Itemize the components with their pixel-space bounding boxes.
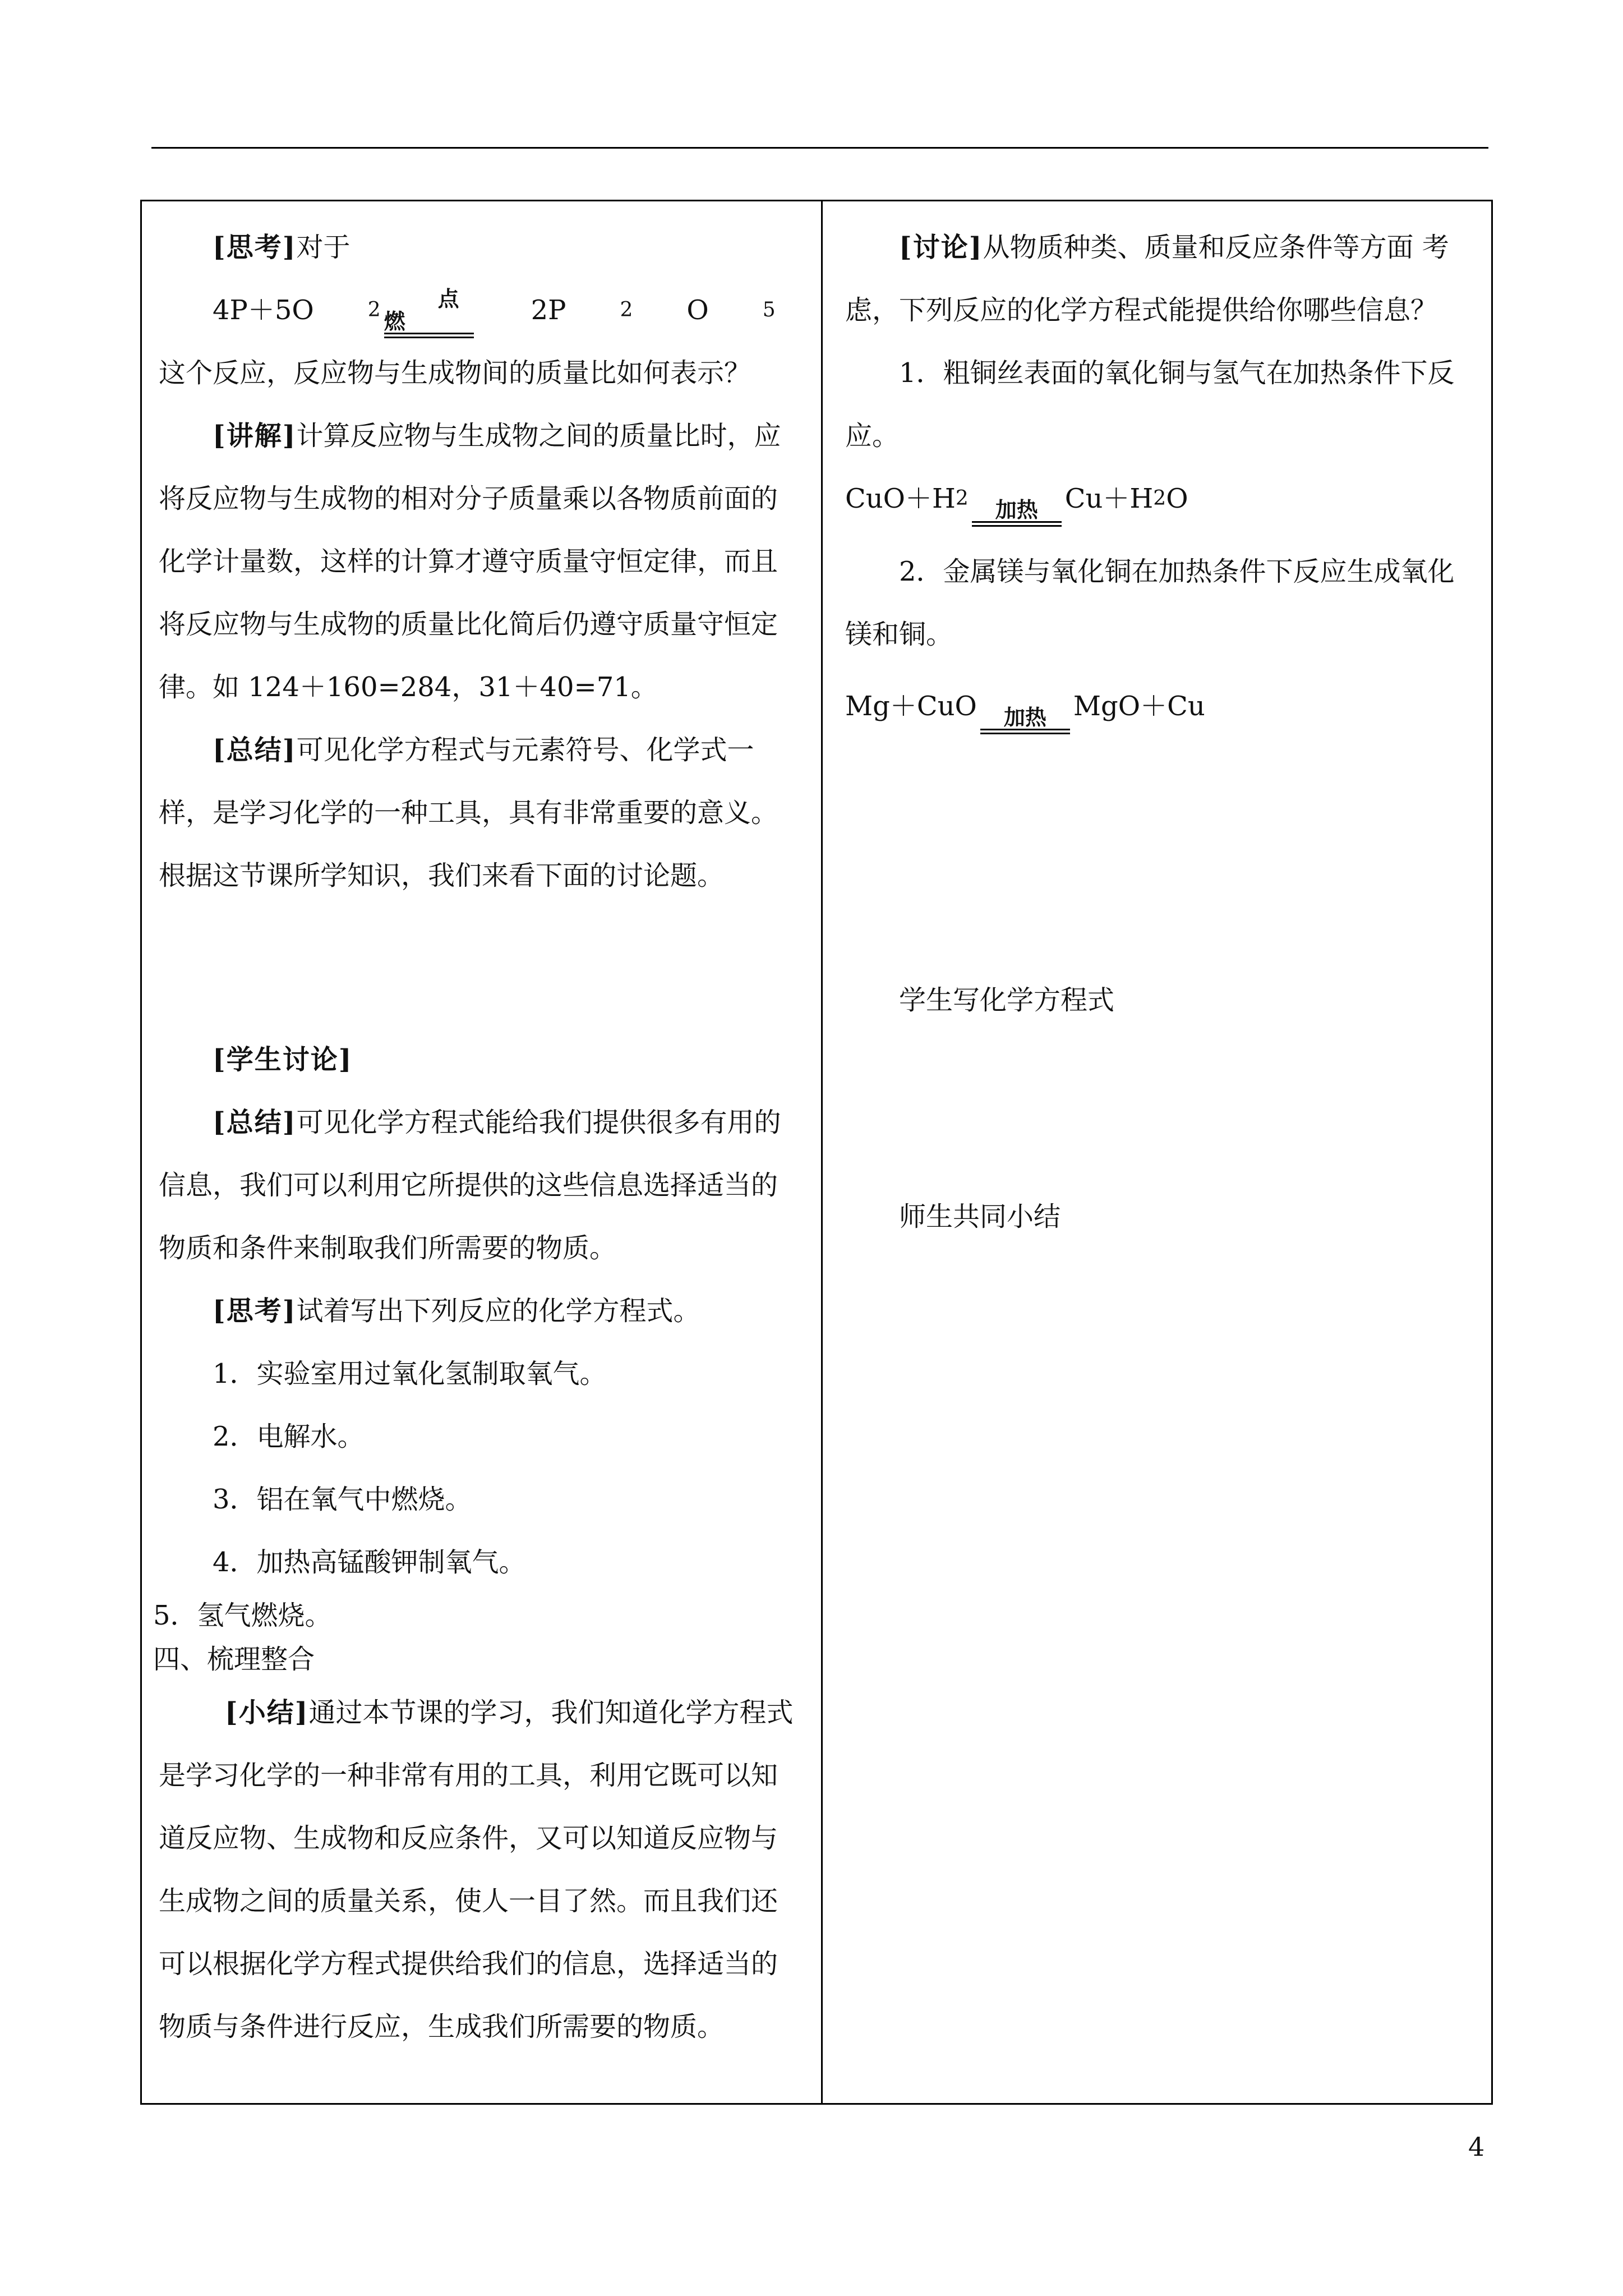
list-item: 3．铝在氧气中燃烧。 [213, 1484, 472, 1515]
list-item: 2．电解水。 [213, 1421, 365, 1452]
teacher-summary-note: 师生共同小结 [899, 1201, 1061, 1232]
reaction-arrow: 加热 [980, 706, 1070, 734]
question-2: 2．金属镁与氧化铜在加热条件下反应生成氧化镁和铜。 [845, 556, 1455, 650]
discuss-paragraph: [讨论]从物质种类、质量和反应条件等方面 考虑，下列反应的化学方程式能提供给你哪些信息？ [845, 232, 1449, 326]
student-discussion-heading: [学生讨论] [213, 1044, 353, 1075]
reaction-arrow: 加热 [972, 499, 1062, 527]
summary-paragraph-2: [总结]可见化学方程式能给我们提供很多有用的信息，我们可以利用它所提供的这些信息选择适当的物质和条件来制取我们所需要的物质。 [159, 1107, 781, 1264]
list-item: 4．加热高锰酸钾制氧气。 [213, 1547, 526, 1578]
think-tag: [思考] [213, 232, 297, 263]
equation-copper-oxide-hydrogen: CuO＋H 2 加热 Cu＋H 2 O [845, 467, 1476, 530]
right-column [823, 201, 1493, 1248]
equation-magnesium-copper-oxide: Mg＋CuO 加热 MgO＋Cu [845, 675, 1476, 738]
conclusion-paragraph: [小结]通过本节课的学习，我们知道化学方程式是学习化学的一种非常有用的工具，利用它既可以知道反应物、生成物和反应条件，又可以知道反应物与生成物之间的质量关系，使人一目了然。而且我们还可以根据化学方程式提供给我们的信息，选择适当的物质与条件进行反应，生成我们所需要的物质。 [159, 1697, 794, 2042]
explain-paragraph: [讲解]计算反应物与生成物之间的质量比时，应将反应物与生成物的相对分子质量乘以各物质前面的化学计量数，这样的计算才遵守质量守恒定律，而且将反应物与生成物的质量比化简后仍遵守质量守恒定律。如 124＋160=284，31＋40=71。 [159, 420, 781, 703]
list-item: 1．实验室用过氧化氢制取氧气。 [213, 1358, 607, 1389]
question-1: 1．粗铜丝表面的氧化铜与氢气在加热条件下反应。 [845, 357, 1455, 452]
left-column [142, 201, 821, 2058]
equation-phosphorus: 4P＋5O 2 点燃 2P 2 O 5 [159, 279, 776, 342]
lesson-table [140, 200, 1493, 2105]
list-item: 5．氢气燃烧。 [153, 1600, 332, 1631]
header-rule [151, 147, 1488, 149]
discuss-tag: [讨论] [899, 232, 983, 263]
think-paragraph-2: [思考]试着写出下列反应的化学方程式。 [213, 1295, 700, 1327]
page-number: 4 [1468, 2132, 1485, 2162]
reaction-arrow: 点燃 [384, 288, 474, 338]
explain-tag: [讲解] [213, 420, 297, 452]
summary-tag: [总结] [213, 734, 297, 766]
think-paragraph-1: [思考]对于 4P＋5O 2 点燃 2P 2 O 5 这个反应，反应物与生成物间的质量比如何表示？ [159, 232, 776, 389]
student-write-note: 学生写化学方程式 [899, 984, 1115, 1016]
section-heading: 四、梳理整合 [153, 1644, 315, 1675]
summary-paragraph-1: [总结]可见化学方程式与元素符号、化学式一样，是学习化学的一种工具，具有非常重要的意义。根据这节课所学知识，我们来看下面的讨论题。 [159, 734, 778, 891]
